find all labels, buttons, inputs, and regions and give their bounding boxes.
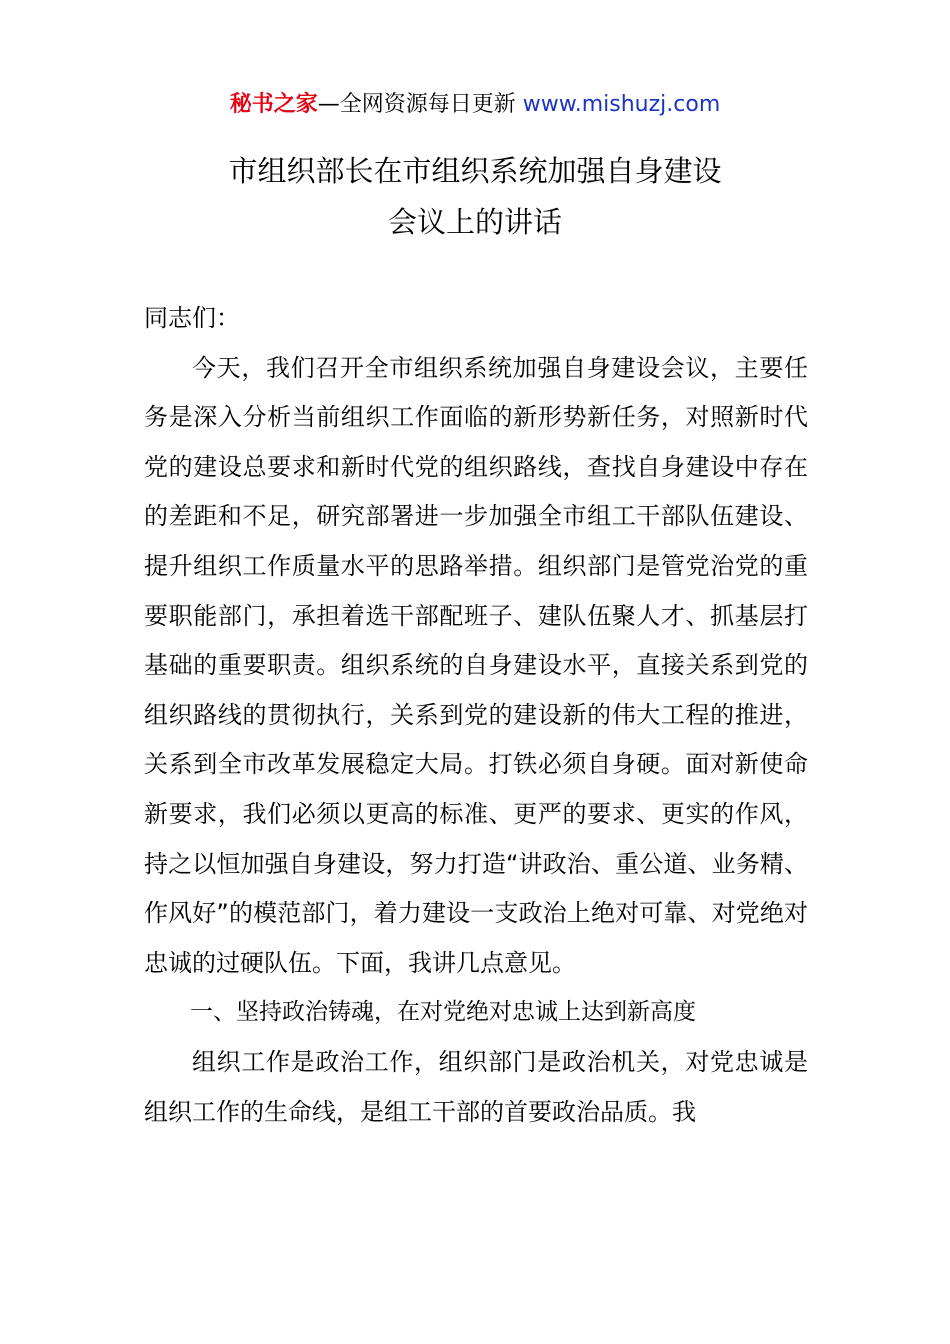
site-tagline: —全网资源每日更新 [317, 92, 523, 117]
title-line-2: 会议上的讲话 [387, 205, 562, 239]
title-line-1: 市组织部长在市组织系统加强自身建设 [228, 154, 722, 188]
site-url-link[interactable]: www.mishuzj.com [522, 92, 721, 117]
site-brand: 秘书之家 [229, 92, 318, 117]
salutation: 同志们： [144, 304, 240, 332]
document-title [0, 146, 950, 248]
section-heading: 一、坚持政治铸魂，在对党绝对忠诚上达到新高度 [190, 999, 696, 1026]
document-body [144, 294, 808, 1137]
body-paragraph: 组织工作是政治工作，组织部门是政治机关，对党忠诚是组织工作的生命线，是组工干部的首要政治品质。我 [144, 1047, 808, 1126]
body-paragraph: 今天，我们召开全市组织系统加强自身建设会议，主要任务是深入分析当前组织工作面临的新形势新任务，对照新时代党的建设总要求和新时代党的组织路线，查找自身建设中存在的差距和不足，研究部署进一步加强全市组工干部队伍建设、提升组织工作质量水平的思路举措。组织部门是管党治党的重要职能部门，承担着选干部配班子、建队伍聚人才、抓基层打基础的重要职责。组织系统的自身建设水平，直接关系到党的组织路线的贯彻执行，关系到党的建设新的伟大工程的推进，关系到全市改革发展稳定大局。打铁必须自身硬。面对新使命新要求，我们必须以更高的标准、更严的要求、更实的作风，持之以恒加强自身建设，努力打造“讲政治、重公道、业务精、作风好”的模范部门，着力建设一支政治上绝对可靠、对党绝对忠诚的过硬队伍。下面，我讲几点意见。 [144, 353, 808, 977]
site-header [0, 88, 950, 122]
